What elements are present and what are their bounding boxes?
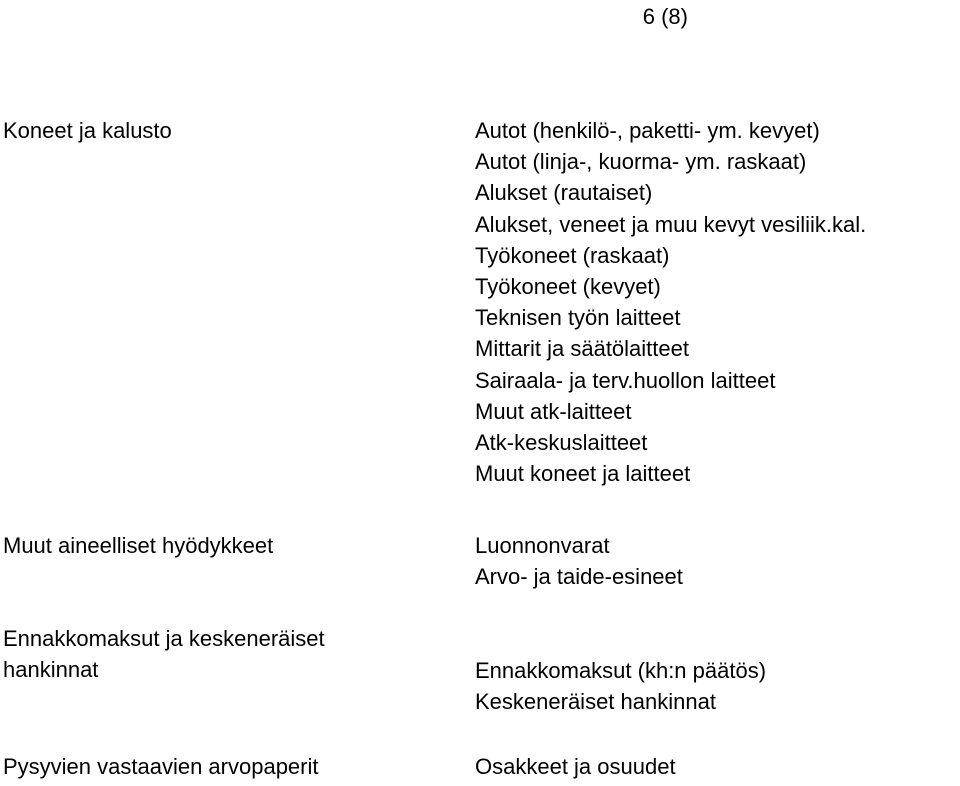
list-item: Alukset, veneet ja muu kevyt vesiliik.kal. bbox=[475, 211, 867, 237]
list-item: Osakkeet ja osuudet bbox=[475, 754, 676, 779]
page-number: 6 (8) bbox=[642, 4, 688, 29]
list-item: Työkoneet (raskaat) bbox=[475, 242, 670, 268]
list-item: Autot (henkilö-, paketti- ym. kevyet) bbox=[475, 118, 820, 143]
list-item: Mittarit ja säätölaitteet bbox=[475, 336, 689, 362]
list-item: Luonnonvarat bbox=[475, 533, 610, 558]
section-label: Koneet ja kalusto bbox=[3, 118, 172, 143]
list-item: Muut koneet ja laitteet bbox=[475, 461, 691, 487]
section-label bbox=[3, 623, 443, 685]
item-list bbox=[475, 655, 955, 717]
section-label-line: Ennakkomaksut ja keskeneräiset bbox=[3, 626, 325, 651]
list-item: Atk-keskuslaitteet bbox=[475, 430, 648, 456]
list-item: Työkoneet (kevyet) bbox=[475, 274, 661, 300]
item-list bbox=[475, 115, 955, 489]
list-item: Ennakkomaksut (kh:n päätös) bbox=[475, 658, 767, 683]
list-item: Alukset (rautaiset) bbox=[475, 180, 653, 206]
list-item: Arvo- ja taide-esineet bbox=[475, 564, 683, 590]
list-item: Muut atk-laitteet bbox=[475, 398, 632, 424]
item-list bbox=[475, 530, 955, 592]
list-item: Autot (linja-, kuorma- ym. raskaat) bbox=[475, 149, 807, 175]
section-label: Muut aineelliset hyödykkeet bbox=[3, 533, 274, 558]
section-label: Pysyvien vastaavien arvopaperit bbox=[3, 754, 319, 779]
section-label-line: hankinnat bbox=[3, 657, 99, 683]
item-list bbox=[475, 751, 955, 782]
list-item: Keskeneräiset hankinnat bbox=[475, 689, 716, 715]
list-item: Teknisen työn laitteet bbox=[475, 305, 681, 331]
list-item: Sairaala- ja terv.huollon laitteet bbox=[475, 367, 776, 393]
